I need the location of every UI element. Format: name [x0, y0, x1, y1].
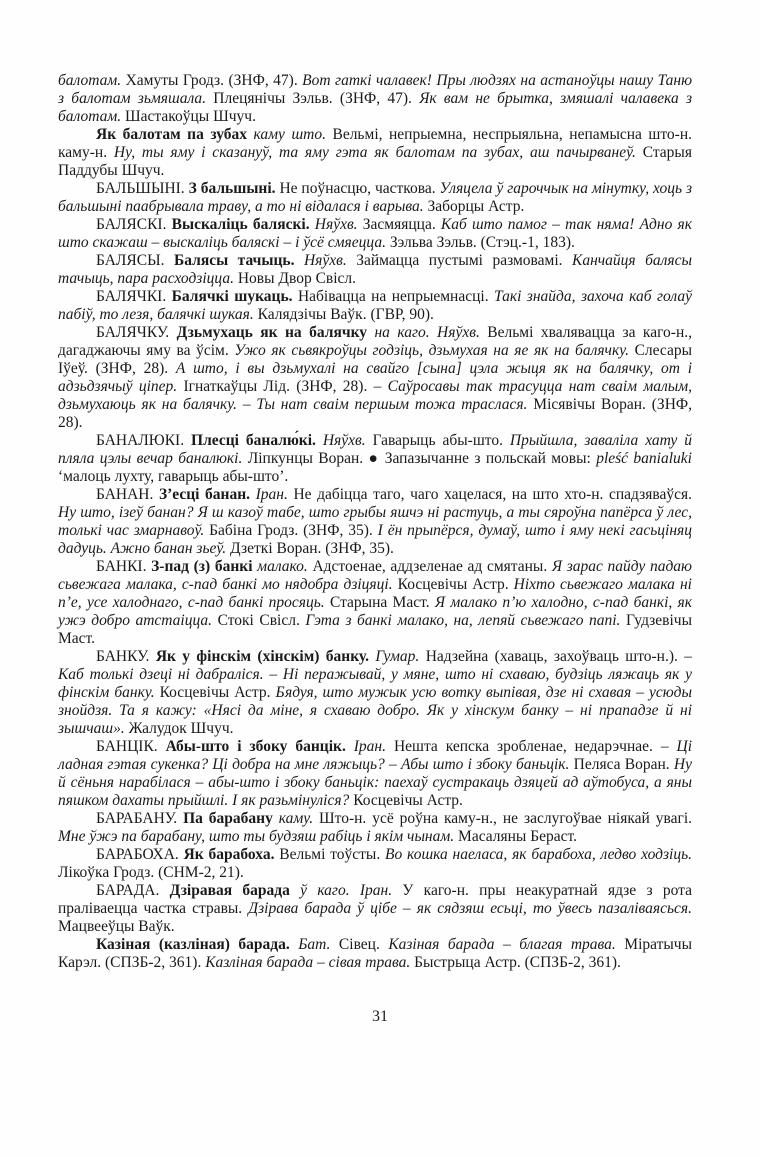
dictionary-paragraph [58, 648, 692, 738]
regular-text: Засмяяцца. [362, 216, 441, 233]
italic-text: Ну што, ізеў банан? Я ш казоў табе, што грыбы яшчэ ні растуць, а ты сяроўна папёрса ў лес, толькі час змарнавоў. [58, 504, 692, 539]
regular-text: Слесары Іўеў. (ЗНФ, 28). [58, 342, 693, 377]
regular-text: БАРАБАНУ. [96, 810, 184, 827]
italic-text: Дзірава барада ў цібе – як сядзяш есьці, то ўвесь пазаліваясься. [248, 900, 692, 917]
dictionary-paragraph [58, 810, 692, 846]
regular-text: Гудзевічы Маст. [58, 612, 692, 647]
regular-text: Вельмі хвалявацца за каго-н., дагаджаючы яму ва ўсім. [58, 324, 693, 359]
regular-text: Займацца пустымі размовамі. [356, 252, 573, 269]
regular-text: Старына Маст. [329, 594, 435, 611]
italic-text: Вот гаткі чалавек! Пры людзях на астаноўцы нашу Таню з балотам зьмяшала. [58, 72, 692, 107]
italic-text: Ну й сёньня нарабілася – абы-што і збоку баньцік: паехаў сустракаць дзяцей ад аўтобуса, а яны пяшком дахаты прыйшлі. І як разьмінуліся? [58, 756, 692, 809]
italic-text: Каб што памог – так няма! Адно як што скажаш – выскаліць баляскі – і ўсё смяецца. [58, 216, 692, 251]
italic-text: А што, і вы дзьмухалі на свайго [сына] цэла жыця як на балячку, от і адзьдзячыў ціпер. [58, 360, 692, 395]
italic-text: Як вам не брытка, змяшалі чалавека з балотам. [58, 90, 692, 125]
dictionary-paragraph [58, 126, 692, 180]
regular-text: Плецянічы Зэльв. (ЗНФ, 47). [213, 90, 420, 107]
regular-text: Косцевічы Астр. [397, 576, 514, 593]
phrase-headword: Як у фінскім (хінскім) банку. [155, 648, 376, 665]
regular-text: Надзейна (хаваць, захоўваць што-н.). [425, 648, 685, 665]
regular-text: Лікоўка Гродз. (СНМ-2, 21). [58, 864, 244, 881]
italic-text: Няўхв. [322, 432, 373, 449]
italic-text: Казліная барада – сівая трава. [205, 954, 415, 971]
phrase-headword: Як барабоха. [183, 846, 280, 863]
regular-text: Старыя Паддубы Шчуч. [58, 144, 692, 179]
regular-text: Косцевічы Астр. [159, 684, 276, 701]
italic-text: Гумар. [375, 648, 426, 665]
phrase-headword: З бальшыні. [188, 180, 280, 197]
regular-text: У каго-н. пры неакуратнай ядзе з рота праліваецца частка стравы. [58, 882, 692, 917]
phrase-headword: Як балотам па зубах [96, 126, 254, 143]
italic-text: Няўхв. [303, 252, 357, 269]
phrase-headword: З’есці банан. [158, 486, 256, 503]
italic-text: Прыйшла, заваліла хату й пляла цэлы вечар баналюкі. [58, 432, 692, 467]
dictionary-paragraph [58, 486, 692, 558]
regular-text: БАЛЬШЫНІ. [96, 180, 189, 197]
regular-text: Зэльва Зэльв. (Стэц.-1, 183). [389, 234, 575, 251]
italic-text: ў каго. Іран. [300, 882, 403, 899]
regular-text: Косцевічы Астр. [353, 792, 463, 809]
regular-text: БАРАДА. [96, 882, 170, 899]
regular-text: Гаварыць абы-што. [372, 432, 510, 449]
regular-text: Дзеткі Воран. (ЗНФ, 35). [230, 540, 394, 557]
phrase-headword: Па барабану [183, 810, 279, 827]
italic-text: Казіная барада – благая трава. [388, 936, 625, 953]
italic-text: Такі знайда, захоча каб голаў пабіў, то лезя, балячкі шукая. [58, 288, 692, 323]
dictionary-paragraph [58, 324, 692, 432]
regular-text: Вельмі, непрыемна, неспрыяльна, непамысна што-н. каму-н. [58, 126, 693, 161]
italic-text: балотам. [58, 72, 126, 89]
dictionary-paragraph [58, 180, 692, 216]
regular-text: Не поўнасцю, часткова. [279, 180, 440, 197]
phrase-headword: Казіная (казліная) барада. [96, 936, 299, 953]
regular-text: Не дабіцца таго, чаго хацелася, на што хто-н. спадзяваўся. [293, 486, 692, 503]
regular-text: БАНАЛЮКІ. [96, 432, 192, 449]
regular-text: Хамуты Гродз. (ЗНФ, 47). [125, 72, 303, 89]
italic-text: – Саўросавы так трасуцца нат сваім малым, дзьмухаюць як на балячку. – Ты нат сваім першым тожа траслася. [58, 378, 693, 413]
regular-text: БАНАН. [96, 486, 159, 503]
dictionary-paragraph [58, 216, 692, 252]
dictionary-paragraph [58, 936, 692, 972]
regular-text: Набівацца на непрыемнасці. [297, 288, 495, 305]
regular-text: БАНКІ. [96, 558, 152, 575]
phrase-headword: Балячкі шукаць. [171, 288, 298, 305]
italic-text: Няўхв. [314, 216, 363, 233]
italic-text: малако. [257, 558, 313, 575]
phrase-headword: Дзіравая барада [169, 882, 301, 899]
regular-text: Стокі Свісл. [217, 612, 306, 629]
italic-text: pleść banialuki [596, 450, 692, 467]
regular-text: Міратычы Карэл. (СПЗБ-2, 361). [58, 936, 692, 971]
regular-text: Ліпкунцы Воран. ● Запазычанне з польскай мовы: [247, 450, 597, 467]
dictionary-paragraph [58, 882, 692, 936]
regular-text: Адстоенае, аддзеленае ад смятаны. [312, 558, 552, 575]
regular-text: БАНКУ. [96, 648, 156, 665]
regular-text: БАНЦІК. [96, 738, 166, 755]
italic-text: Во кошка наеласа, як барабоха, ледво ходзіць. [385, 846, 692, 863]
phrase-headword: З-пад (з) банкі [151, 558, 258, 575]
italic-text: Ужо як сьвякроўцы годзіць, дзьмухая на яе як на балячку. [234, 342, 635, 359]
italic-text: Мне ўжэ па барабану, што ты будзяш рабіць і якім чынам. [58, 828, 459, 845]
regular-text: Шастакоўцы Шчуч. [125, 108, 256, 125]
italic-text: Гэта з банкі малако, на, лепяй сьвежаго папі. [305, 612, 626, 629]
italic-text: Ніхто сьвежаго малака ні п’е, усе халоднаго, с-пад банкі просяць. [58, 576, 692, 611]
regular-text: БАЛЯСЫ. [96, 252, 174, 269]
regular-text: Масаляны Бераст. [458, 828, 577, 845]
italic-text: – Ці ладная гэтая сукенка? Ці добра на мне ляжыць? – Абы што і збоку баньцік. [58, 738, 692, 773]
italic-text: І ён прыпёрся, думаў, што і яму некі гасьціняц дадуць. Ажно банан зьеў. [58, 522, 692, 557]
regular-text: Ігнаткаўцы Лід. (ЗНФ, 28). [183, 378, 374, 395]
phrase-headword: Абы-што і збоку банцік. [165, 738, 354, 755]
italic-text: каму. [278, 810, 319, 827]
regular-text: Што-н. усё роўна каму-н., не заслугоўвае ніякай увагі. [319, 810, 692, 827]
dictionary-paragraph [58, 558, 692, 648]
dictionary-paragraph [58, 252, 692, 288]
dictionary-paragraph [58, 432, 692, 486]
regular-text: Новы Двор Свісл. [237, 270, 357, 287]
dictionary-paragraph [58, 846, 692, 882]
phrase-headword: Выскаліць баляскі. [171, 216, 315, 233]
italic-text: Я зарас пайду падаю сьвежага малака, с-пад банкі мо нядобра дзіцяці. [58, 558, 692, 593]
regular-text: Місявічы Воран. (ЗНФ, 28). [58, 396, 693, 431]
regular-text: Бабіна Гродз. (ЗНФ, 35). [209, 522, 378, 539]
italic-text: Іран. [353, 738, 394, 755]
regular-text: Быстрыца Астр. (СПЗБ-2, 361). [414, 954, 621, 971]
italic-text: Бядуя, што мужык усю вотку выпівая, дзе ні схавая – усюды знойдзя. Та я кажу: «Нясі да міне, я схаваю добро. Як у хінскум банку – ні прападзе й ні зышчаш». [58, 684, 693, 737]
page-number: 31 [372, 1008, 388, 1025]
phrase-headword: Плесці баналю́кі. [191, 432, 323, 449]
dictionary-paragraph [58, 72, 692, 126]
italic-text: – Каб толькі дзеці ні дабраліся. – Ні перажывай, у мяне, што ні схаваю, будзіць ляжаць як у фінскім банку. [58, 648, 693, 701]
regular-text: БАЛЯЧКУ. [96, 324, 177, 341]
italic-text: Канчайця балясы тачыць, пара расходзіцца. [58, 252, 692, 287]
italic-text: Ну, ты яму і сказануў, та яму гэта як балотам па зубах, аш пачырванеў. [113, 144, 643, 161]
italic-text: Іран. [255, 486, 294, 503]
regular-text: Нешта кепска зробленае, недарэчнае. [393, 738, 661, 755]
regular-text: БАРАБОХА. [96, 846, 184, 863]
text-column [58, 72, 692, 972]
italic-text: Я малако п’ю халодно, с-пад банкі, як ужэ добро атстаіцца. [58, 594, 692, 629]
regular-text: Калядзічы Ваўк. (ГВР, 90). [257, 306, 434, 323]
italic-text: каму што. [253, 126, 333, 143]
regular-text: Мацвееўцы Ваўк. [58, 918, 175, 935]
regular-text: Сівец. [338, 936, 389, 953]
italic-text: на каго. Няўхв. [374, 324, 488, 341]
regular-text: Жалудок Шчуч. [128, 720, 234, 737]
phrase-headword: Дзьмухаць як на балячку [176, 324, 375, 341]
regular-text: ‘малоць лухту, гаварыць абы-што’. [58, 468, 289, 485]
italic-text: Бат. [298, 936, 339, 953]
regular-text: БАЛЯСКІ. [96, 216, 172, 233]
dictionary-paragraph [58, 738, 692, 810]
italic-text: Уляцела ў гароччык на мінутку, хоць з бальшыні паабрывала траву, а то ні відалася і варыва. [58, 180, 692, 215]
regular-text: Заборцы Астр. [427, 198, 525, 215]
regular-text: Вельмі тоўсты. [279, 846, 386, 863]
phrase-headword: Балясы тачыць. [173, 252, 304, 269]
regular-text: БАЛЯЧКІ. [96, 288, 172, 305]
dictionary-paragraph [58, 288, 692, 324]
regular-text: Пеляса Воран. [573, 756, 674, 773]
